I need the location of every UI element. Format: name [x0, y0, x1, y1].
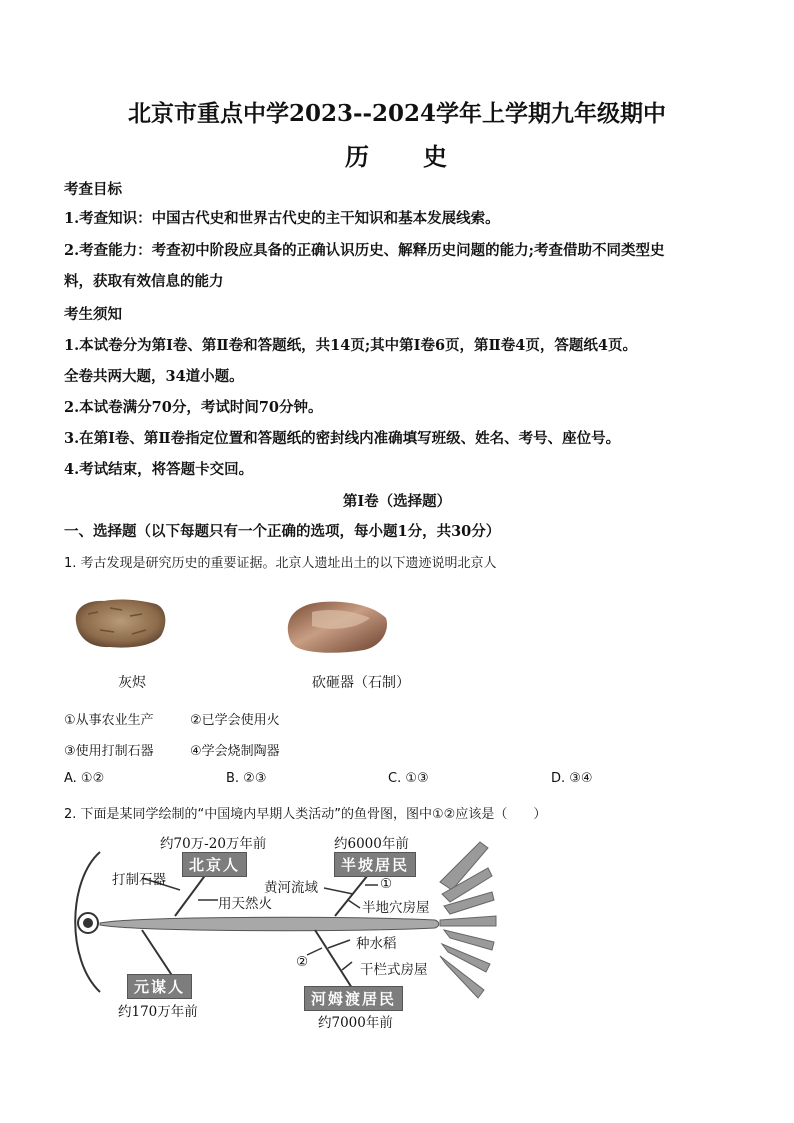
question-2-stem: 2. 下面是某同学绘制的“中国境内早期人类活动”的鱼骨图，图中①②应该是（ ）	[64, 807, 547, 822]
banpo-time: 约6000年前	[334, 836, 409, 852]
bone-hemudu	[315, 930, 352, 988]
q1-statement-1: ①从事农业生产	[64, 713, 154, 728]
q1-option-c[interactable]: C. ①③	[388, 771, 429, 786]
note-2: 2.本试卷满分70分，考试时间70分钟。	[64, 399, 323, 416]
hemudu-feature-house: 干栏式房屋	[360, 962, 428, 978]
note-1-line-1: 1.本试卷分为第Ⅰ卷、第Ⅱ卷和答题纸，共14页;其中第Ⅰ卷6页，第Ⅱ卷4页，答题纸4页。	[64, 337, 637, 354]
section-heading: 一、选择题（以下每题只有一个正确的选项，每小题1分，共30分）	[64, 523, 501, 540]
note-4: 4.考试结束，将答题卡交回。	[64, 461, 254, 478]
note-3: 3.在第Ⅰ卷、第Ⅱ卷指定位置和答题纸的密封线内准确填写班级、姓名、考号、座位号。	[64, 430, 621, 447]
goals-heading: 考查目标	[64, 181, 122, 198]
beijing-feature-tools: 打制石器	[112, 872, 166, 888]
ash-caption: 灰烬	[118, 675, 146, 691]
hemudu-feature-rice: 种水稻	[356, 936, 397, 952]
hemudu-tag: 河姆渡居民	[304, 986, 403, 1011]
subject-title: 历 史	[345, 142, 449, 171]
fish-tail	[440, 842, 496, 998]
hemudu-time: 约7000年前	[318, 1015, 393, 1031]
q1-option-d[interactable]: D. ③④	[551, 771, 593, 786]
goal-2-line-2: 料，获取有效信息的能力	[64, 273, 224, 290]
yuanmou-tag: 元谋人	[127, 974, 192, 999]
hemudu-mark-2: ②	[296, 954, 309, 970]
notes-heading: 考生须知	[64, 306, 122, 323]
ash-image	[70, 594, 170, 654]
goal-1: 1.考查知识：中国古代史和世界古代史的主干知识和基本发展线索。	[64, 210, 500, 227]
goal-2-line-1: 2.考查能力：考查初中阶段应具备的正确认识历史、解释历史问题的能力;考查借助不同类型史	[64, 242, 665, 259]
banpo-feature-house: 半地穴房屋	[362, 900, 430, 916]
q1-option-a[interactable]: A. ①②	[64, 771, 105, 786]
banpo-feature-region: 黄河流域	[264, 880, 318, 896]
bone-yuanmou	[142, 930, 175, 980]
beijing-feature-fire: 用天然火	[218, 896, 272, 912]
beijing-time: 约70万-20万年前	[160, 836, 267, 852]
fish-spine	[100, 917, 439, 930]
chopper-caption: 砍砸器（石制）	[312, 675, 410, 691]
banpo-mark-1: ①	[380, 876, 393, 892]
q1-statement-2: ②已学会使用火	[190, 713, 280, 728]
exam-title: 北京市重点中学2023--2024学年上学期九年级期中	[127, 100, 667, 127]
note-1-line-2: 全卷共两大题，34道小题。	[64, 368, 244, 385]
yuanmou-time: 约170万年前	[118, 1004, 198, 1020]
chopper-image	[282, 598, 392, 656]
question-1-stem: 1. 考古发现是研究历史的重要证据。北京人遗址出土的以下遗迹说明北京人	[64, 556, 497, 571]
q1-statement-3: ③使用打制石器	[64, 744, 154, 759]
banpo-tag: 半坡居民	[334, 852, 416, 877]
part-title: 第Ⅰ卷（选择题）	[342, 493, 452, 510]
q1-statement-4: ④学会烧制陶器	[190, 744, 280, 759]
q1-option-b[interactable]: B. ②③	[226, 771, 267, 786]
beijing-tag: 北京人	[182, 852, 247, 877]
